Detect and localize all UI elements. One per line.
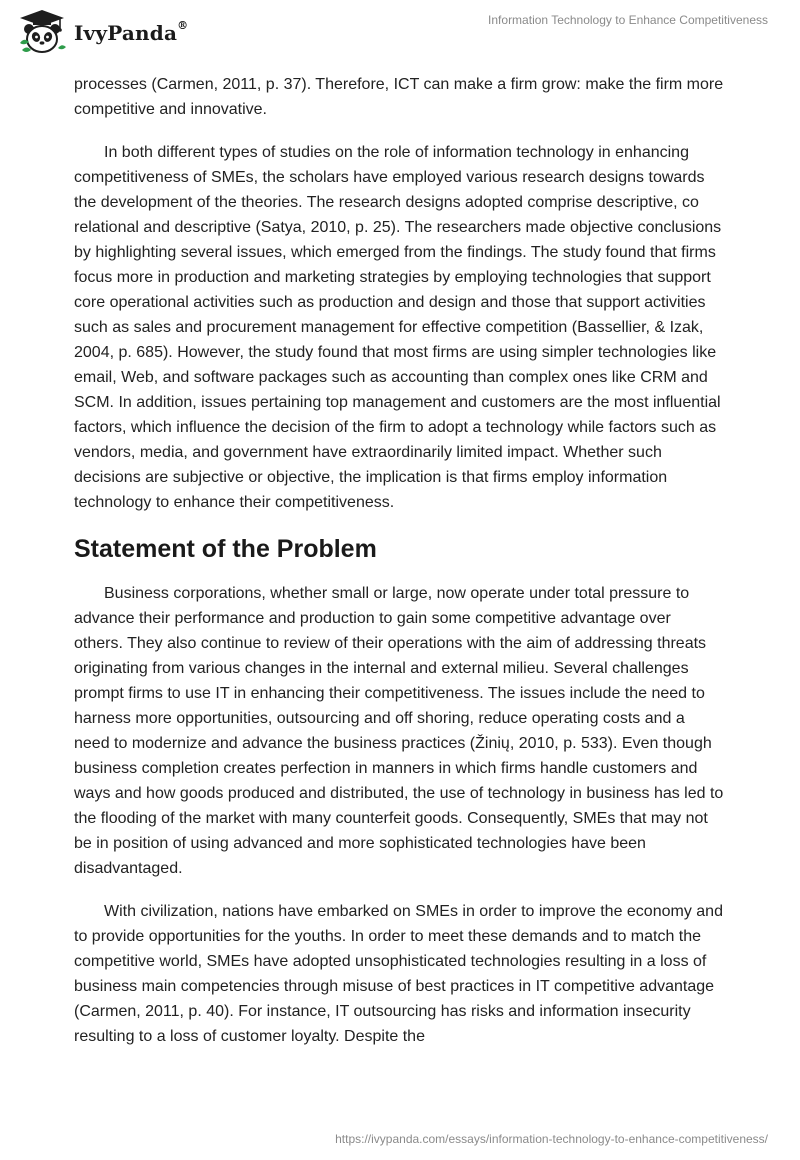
running-title: Information Technology to Enhance Competitiveness	[488, 13, 768, 27]
brand-logo[interactable]	[16, 9, 188, 55]
panda-logo-icon	[16, 9, 68, 55]
paragraph-civilization: With civilization, nations have embarked on SMEs in order to improve the economy and to provide opportunities for the youths. In order to meet these demands and to match the competitive world, SMEs have adopted unsophisticated technologies resulting in a loss of business main competencies through misuse of best practices in IT competitive advantage (Carmen, 2011, p. 40). For instance, IT outsourcing has risks and information insecurity resulting to a loss of customer loyalty. Despite the	[74, 903, 723, 1045]
brand-registered-mark: ®	[177, 19, 189, 33]
brand-name	[74, 21, 188, 45]
page-header	[0, 0, 800, 60]
paragraph-continued: processes (Carmen, 2011, p. 37). Therefore, ICT can make a firm grow: make the firm more competitive and innovative.	[74, 76, 724, 118]
brand-name-text: IvyPanda	[74, 21, 178, 45]
paragraph-research-designs: In both different types of studies on the role of information technology in enhancing competitiveness of SMEs, the scholars have employed various research designs towards the development of the theories. The research designs adopted comprise descriptive, co relational and descriptive (Satya, 2010, p. 25). The researchers made objective conclusions by highlighting several issues, which emerged from the findings. The study found that firms focus more in production and marketing strategies by employing technologies that support core operational activities such as production and design and those that support activities such as sales and procurement management for effective competition (Bassellier, & Izak, 2004, p. 685). However, the study found that most firms are using simpler technologies like email, Web, and software packages such as accounting than complex ones like CRM and SCM. In addition, issues pertaining top management and customers are the most influential factors, which influence the decision of the firm to adopt a technology while factors such as vendors, media, and government have extraordinarily limited impact. Whether such decisions are subjective or objective, the implication is that firms employ information technology to enhance their competitiveness.	[74, 144, 722, 511]
section-heading: Statement of the Problem	[74, 535, 377, 563]
source-url-link[interactable]: https://ivypanda.com/essays/information-technology-to-enhance-competitiveness/	[335, 1132, 768, 1146]
essay-content	[74, 72, 724, 1067]
paragraph-problem-statement: Business corporations, whether small or large, now operate under total pressure to advance their performance and production to gain some competitive advantage over others. They also continue to review of their operations with the aim of addressing threats originating from various changes in the internal and external milieu. Several challenges prompt firms to use IT in enhancing their competitiveness. The issues include the need to harness more opportunities, outsourcing and off shoring, reduce operating costs and a need to modernize and advance the business practices (Žinių, 2010, p. 533). Even though business completion creates perfection in manners in which firms handle customers and ways and how goods produced and distributed, the use of technology in business has led to the flooding of the market with many counterfeit goods. Consequently, SMEs that may not be in position of using advanced and more sophisticated technologies have been disadvantaged.	[74, 585, 724, 877]
